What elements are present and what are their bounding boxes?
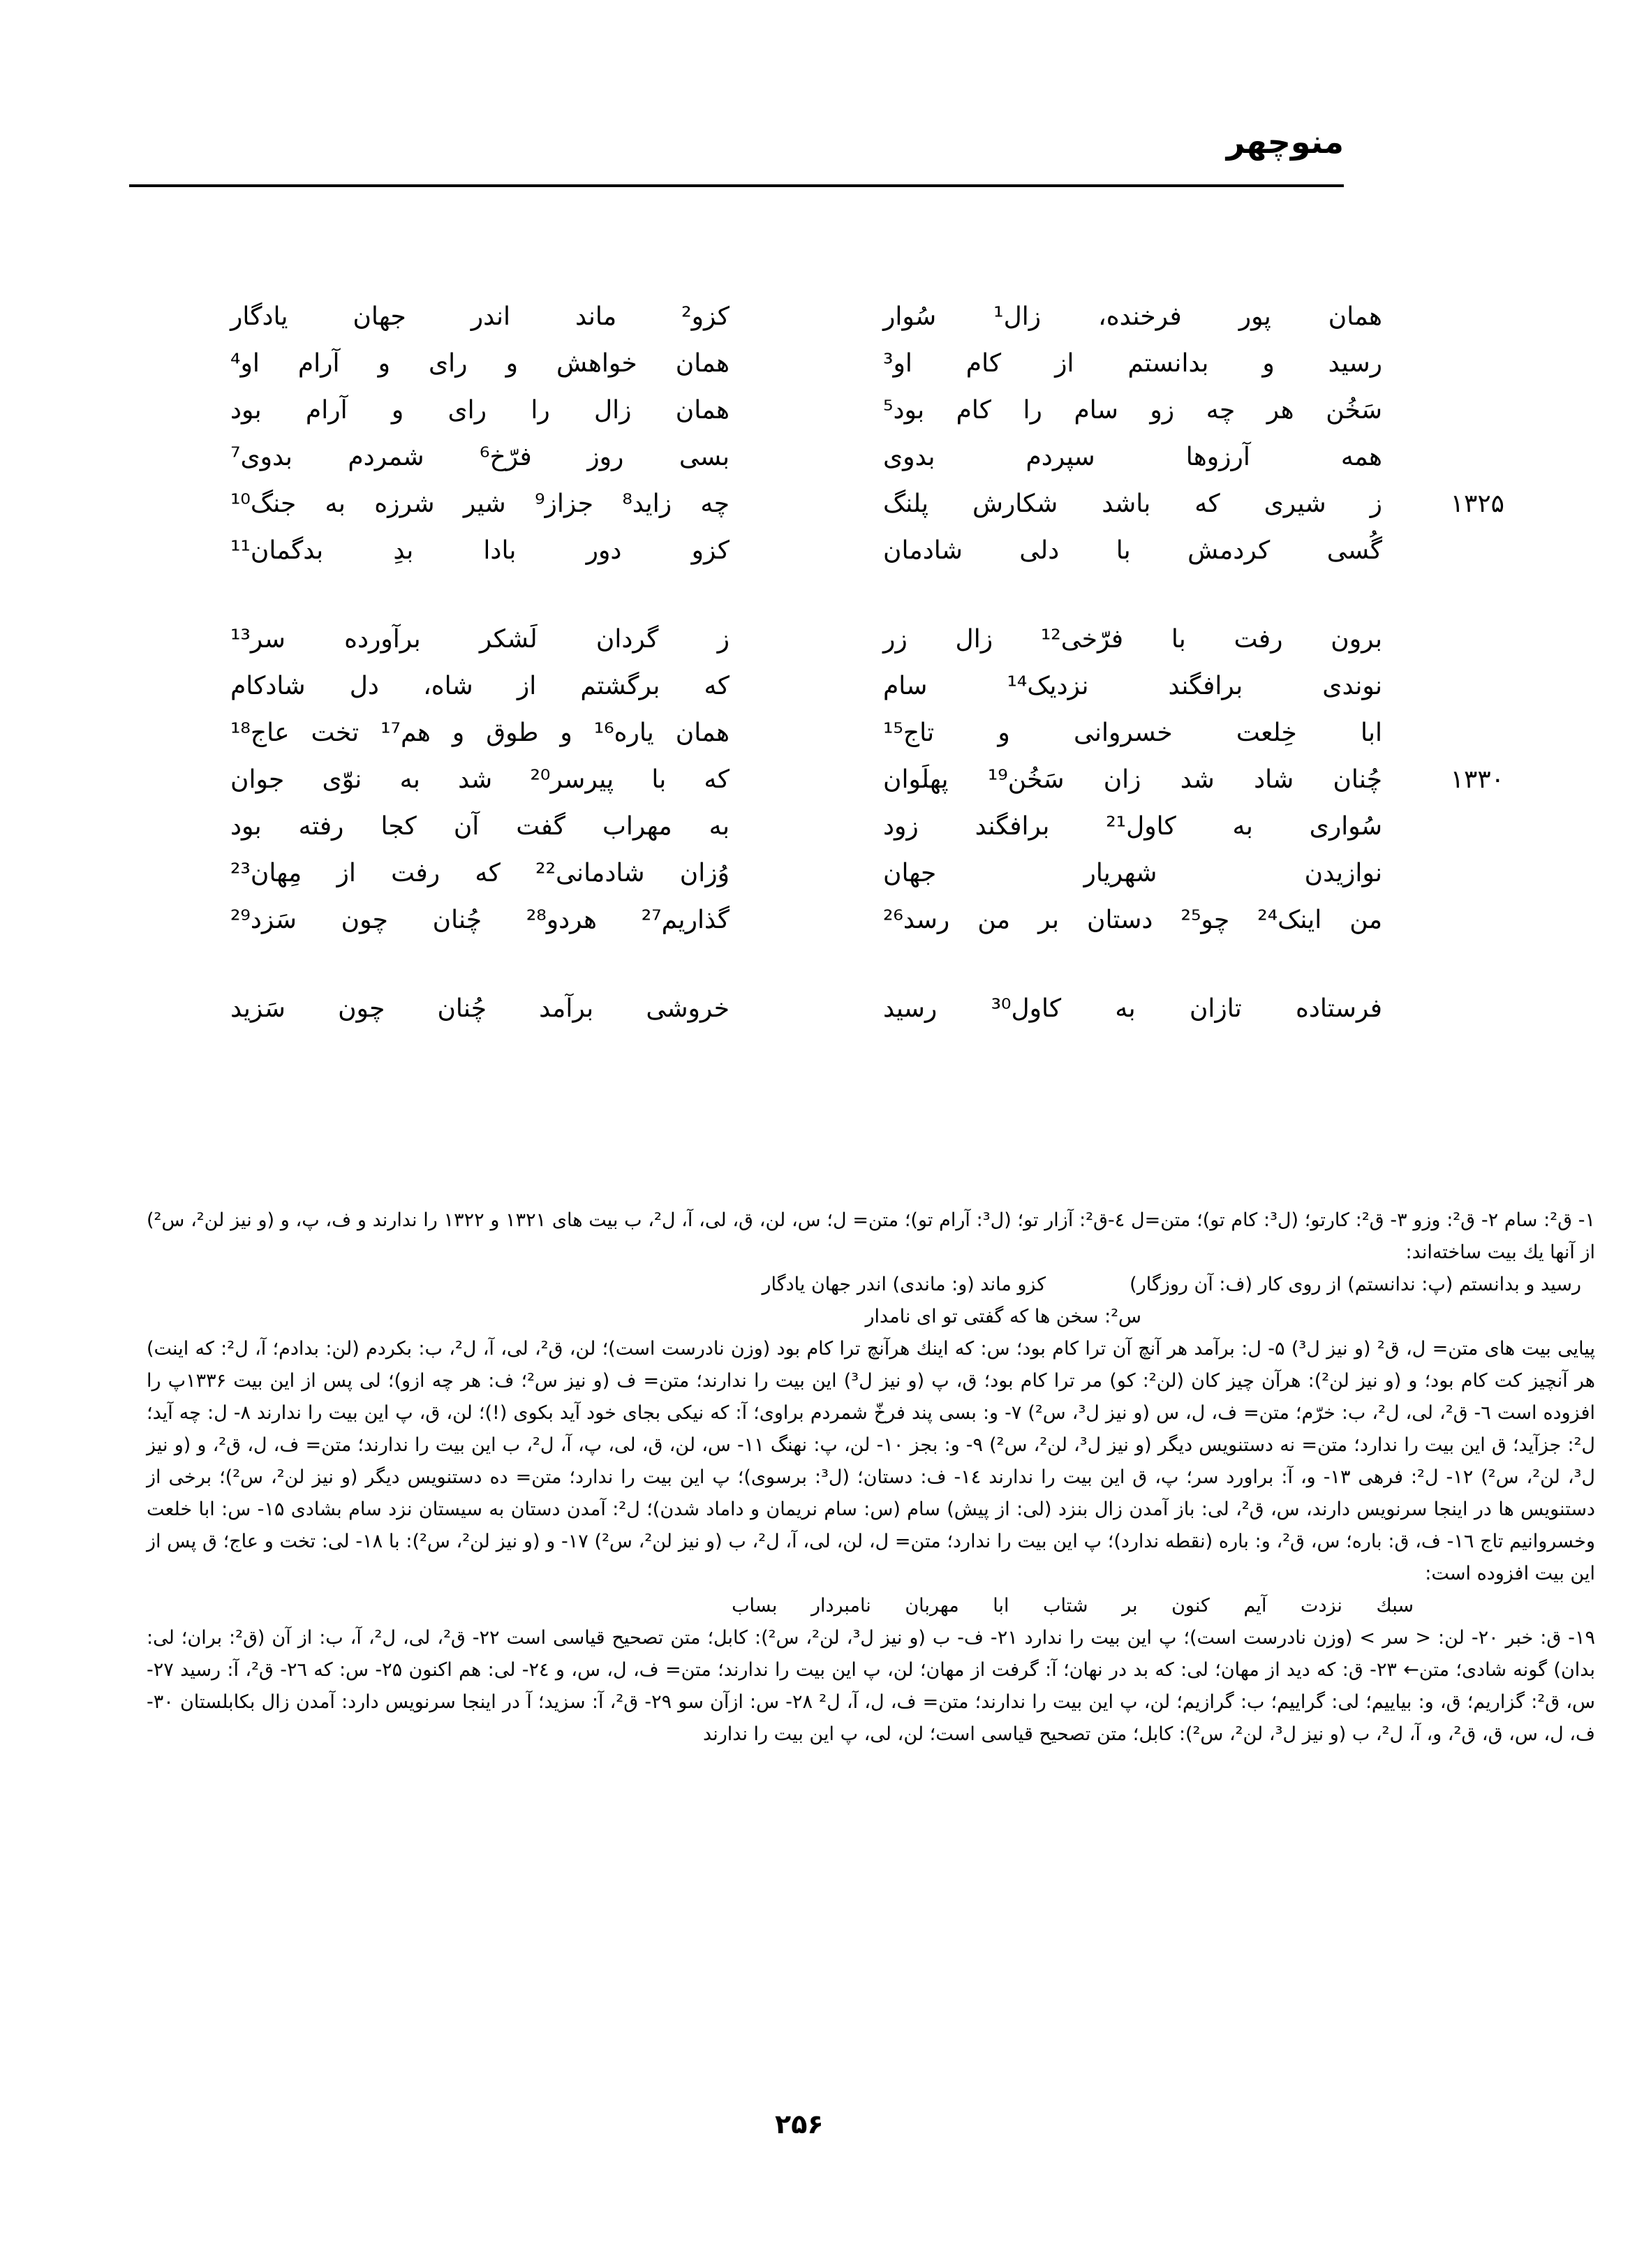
footnote-paragraph-2: پیایی بیت های متن= ل، ق² (و نیز ل³) ۵- ل: برآمد هر آنچ آن ترا کام بود؛ س: که اینك هرآنچ ترا کام بود (وزن نادرست است)؛ لن، ق²، لی، آ، ل²، ب: بکردم (لن: بدادم؛ آ، ل²: که اینت) هر آنچیز کت کام بود؛ و (و نیز لن²): هرآن چیز کان (لن²: کو) مر ترا کام بود؛ ق، پ (و نیز ل³) این بیت را ندارند؛ متن= ف (و نیز س²؛ ف: هر چه ازو)؛ لی پس از این بیت ۱۳۳۶پ را افزوده است ٦- ق²، لی، ل²، ب: خرّم؛ متن= ف، ل، س (و نیز ل³، س²) ۷- و: بسی پند فرخّ شمردم براوی؛ آ: که نیکی بجای خود آید بکوی (!)؛ لن، ق، پ این بیت را ندارند ۸- ل: چه آید؛ ل²: جزآید؛ ق این بیت را ندارد؛ متن= نه دستنویس دیگر (و نیز ل³، لن²، س²) ۹- و: بجز ۱۰- لن، پ: نهنگ ۱۱- س، لن، ق، لی، پ، آ، ل²، ب این بیت را ندارند؛ متن= ف، ل، ق²، و (و نیز ل³، لن²، س²) ۱۲- ل²: فرهی ۱۳- و، آ: براورد سر؛ پ، ق این بیت را ندارند ١٤- ف: دستان؛ (ل³: برسوی)؛ پ این بیت را ندارد؛ متن= ده دستنویس دیگر (و نیز لن²، س²)؛ برخی از دستنویس ها در اینجا سرنویس دارند، س، ق²، لی: باز آمدن زال بنزد (لی: از پیش) سام (س: سام نریمان و داماد شدن)؛ ل²: آمدن دستان به سیستان نزد سام بشادی ۱۵- س: ابا خلعت وخسروانیم تاج ۱٦- ف، ق: باره؛ س، ق²، و: باره (نقطه ندارد)؛ پ این بیت را ندارد؛ متن= ل، لن، لی، آ، ل²، ب (و نیز لن²، س²) ۱۷- و (و نیز لن²، س²): با ۱۸- لی: تخت و عاج؛ ق پس از این بیت افزوده است: bbox=[147, 1338, 1596, 1584]
footnotes bbox=[147, 1205, 1595, 1751]
page-number: ۲۵۶ bbox=[775, 2109, 824, 2140]
verse-line-number: ۱۳۲۵ bbox=[1450, 489, 1504, 518]
hemistich-right: فرستاده تازان به کاول³⁰ رسید bbox=[883, 994, 1382, 1023]
couplet bbox=[230, 850, 1382, 897]
header-rule bbox=[129, 184, 1344, 187]
couplet bbox=[230, 434, 1382, 480]
hemistich-right: من اینک²⁴ چو²⁵ دستان بر من رسد²⁶ bbox=[883, 906, 1382, 934]
hemistich-left: همان یاره¹⁶ و طوق و هم¹⁷ تخت عاج¹⁸ bbox=[230, 719, 730, 747]
hemistich-left: همان زال را رای و آرام بود bbox=[230, 396, 730, 425]
footnote-verse-1-variant bbox=[147, 1301, 1595, 1333]
footnote-verse-1-s2: س²: سخن ها که گفتی تو ای نامدار bbox=[865, 1306, 1141, 1327]
hemistich-right: برون رفت با فرّخی¹² زال زر bbox=[883, 625, 1382, 654]
footnote-verse-1 bbox=[147, 1269, 1595, 1301]
page-header-title: منوچهر bbox=[1226, 123, 1344, 161]
couplet bbox=[230, 663, 1382, 709]
couplet bbox=[230, 293, 1382, 340]
hemistich-right: نوندی برافگند نزدیک¹⁴ سام bbox=[883, 672, 1382, 700]
footnote-verse-2-text: سبك نزدت آیم کنون بر شتاب ابا مهربان نامبردار بساب bbox=[732, 1595, 1414, 1617]
hemistich-left: همان خواهش و رای و آرام او⁴ bbox=[230, 349, 730, 378]
couplet bbox=[230, 387, 1382, 434]
hemistich-right: همه آرزوها سپردم بدوی bbox=[883, 443, 1382, 471]
couplet bbox=[230, 340, 1382, 387]
footnote-paragraph-1: ۱- ق²: سام ۲- ق²: وزو ۳- ق²: کارتو؛ (ل³: کام تو)؛ متن=ل ٤-ق²: آزار تو؛ (ل³: آرام تو)؛ متن= ل؛ س، لن، ق، لی، آ، ل²، ب بیت های ۱۳۲۱ و ۱۳۲۲ را ندارند و ف، پ، و (و نیز لن²، س²) از آنها یك بیت ساخته‌اند: bbox=[147, 1209, 1596, 1263]
hemistich-left: که با پیرسر²⁰ شد به نوّی جوان bbox=[230, 765, 730, 794]
hemistich-right: ز شیری که باشد شکارش پلنگ bbox=[883, 489, 1382, 518]
hemistich-right: چُنان شاد شد زان سَخُن¹⁹ پهلَوان bbox=[883, 765, 1383, 794]
hemistich-right: نوازیدن شهریار جهان bbox=[883, 859, 1382, 888]
hemistich-right: گُسی کردمش با دلی شادمان bbox=[883, 536, 1382, 565]
verse-line-number: ۱۳۳۰ bbox=[1450, 765, 1504, 794]
hemistich-right: سُواری به کاول²¹ برافگند زود bbox=[883, 812, 1383, 841]
couplet bbox=[230, 709, 1382, 756]
hemistich-left: گذاریم²⁷ هردو²⁸ چُنان چون سَزد²⁹ bbox=[230, 906, 730, 934]
hemistich-left: بسی روز فرّخ⁶ شمردم بدوی⁷ bbox=[230, 443, 730, 471]
hemistich-left: کزو² ماند اندر جهان یادگار bbox=[230, 302, 730, 331]
hemistich-left: وُزان شادمانی²² که رفت از مِهان²³ bbox=[230, 859, 730, 888]
hemistich-right: همان پور فرخنده، زال¹ سُوار bbox=[883, 302, 1382, 331]
hemistich-left: چه زاید⁸ جزاز⁹ شیر شرزه به جنگ¹⁰ bbox=[230, 489, 730, 518]
hemistich-left: کزو دور بادا بدِ بدگمان¹¹ bbox=[230, 536, 730, 565]
footnote-verse-2 bbox=[147, 1590, 1595, 1622]
footnote-verse-1-left: کزو ماند (و: ماندی) اندر جهان یادگار bbox=[762, 1274, 1046, 1295]
couplet bbox=[230, 480, 1504, 527]
hemistich-left: ز گردان لَشکر برآورده سر¹³ bbox=[230, 625, 730, 654]
hemistich-left: که برگشتم از شاه، دل شادکام bbox=[230, 672, 730, 700]
couplet bbox=[230, 985, 1382, 1032]
hemistich-left: به مهراب گفت آن کجا رفته بود bbox=[230, 812, 730, 841]
couplet bbox=[230, 527, 1382, 574]
couplet bbox=[230, 803, 1382, 850]
footnote-paragraph-3: ۱۹- ق: خبر ۲۰- لن: < سر > (وزن نادرست است)؛ پ این بیت را ندارد ۲۱- ف- ب (و نیز ل³، لن²، س²): کابل؛ متن تصحیح قیاسی است ۲۲- ق²، لی، ل²، آ، ب: از آن (ق²: بران؛ لی: بدان) گونه شادی؛ متن← ۲۳- ق: که دید از مهان؛ لی: که بد در نهان؛ آ: گرفت از مهان؛ لن، پ این بیت را ندارند؛ متن= ف، ل، س، و ٢٤- لی: هم اکنون ۲۵- س: که ٢٦- ق²، آ: رسید ۲۷- س، ق²: گزاریم؛ ق، و: بیاییم؛ لی: گراییم؛ ب: گرازیم؛ لن، پ این بیت را ندارند؛ متن= ف، ل، آ، ل² ۲۸- س: ازآن سو ۲۹- ق²، آ: سزید؛ آ در اینجا سرنویس دارد: آمدن زال بکابلستان ۳۰- ف، ل، س، ق، ق²، و، آ، ل²، ب (و نیز ل³، لن²، س²): کابل؛ متن تصحیح قیاسی است؛ لن، لی، پ این بیت را ندارند bbox=[147, 1627, 1596, 1745]
poem bbox=[230, 293, 1504, 1032]
hemistich-right: سَخُن هر چه زو سام را کام بود⁵ bbox=[883, 396, 1382, 425]
couplet bbox=[230, 897, 1382, 943]
hemistich-right: ابا خِلعت خسروانی و تاج¹⁵ bbox=[883, 719, 1382, 747]
couplet bbox=[230, 756, 1504, 803]
hemistich-left: خروشی برآمد چُنان چون سَزید bbox=[230, 994, 730, 1023]
footnote-verse-1-right: رسید و بدانستم (پ: ندانستم) از روی کار (ف: آن روزگار) bbox=[1130, 1274, 1581, 1295]
hemistich-right: رسید و بدانستم از کام او³ bbox=[883, 349, 1382, 378]
couplet bbox=[230, 616, 1382, 663]
